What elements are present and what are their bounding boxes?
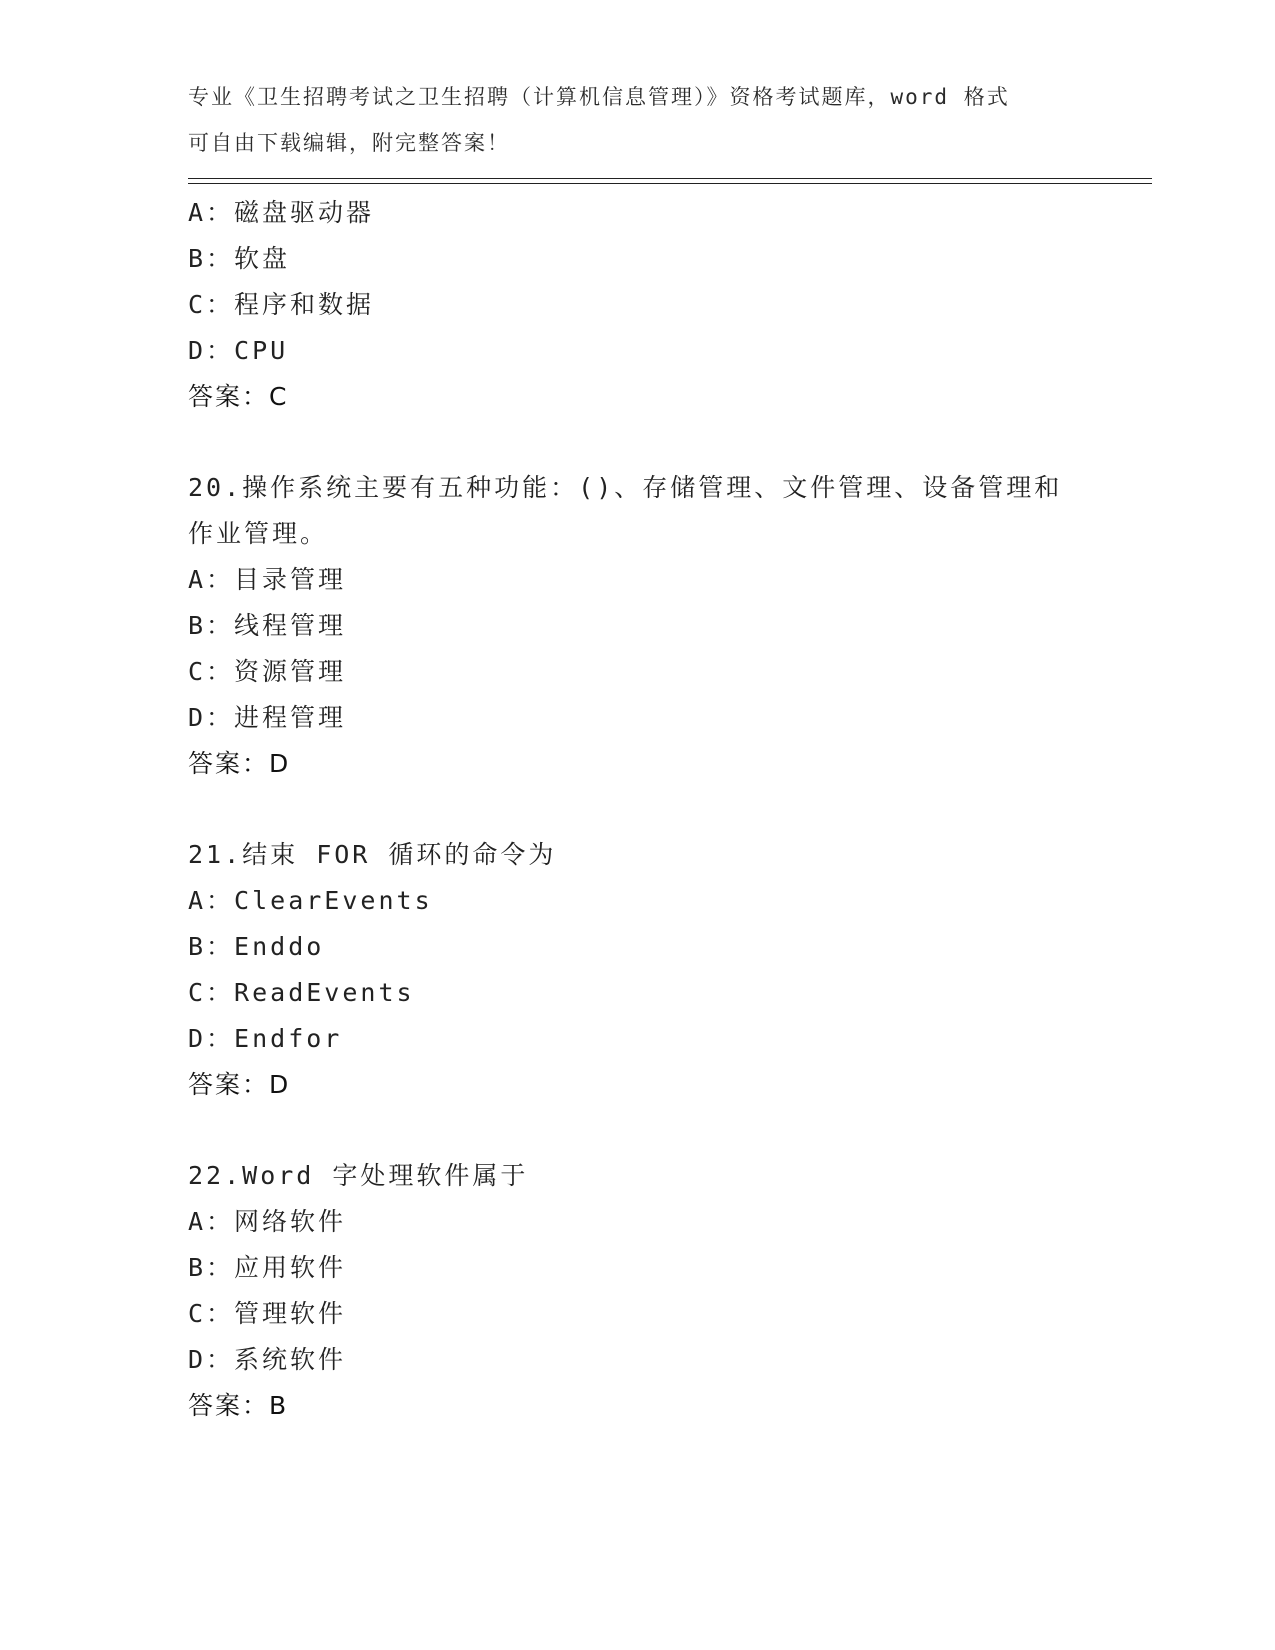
option-b: B：应用软件 (188, 1253, 347, 1282)
option-d: D：进程管理 (188, 703, 347, 732)
question-22 (188, 1153, 1152, 1429)
header-line-1: 专业《卫生招聘考试之卫生招聘（计算机信息管理）》资格考试题库，word 格式 (188, 85, 1010, 109)
option-c: C：程序和数据 (188, 290, 375, 319)
header-rule-bottom (188, 183, 1152, 184)
question-20 (188, 465, 1152, 787)
option-a: A：目录管理 (188, 565, 347, 594)
option-a: A：网络软件 (188, 1207, 347, 1236)
question-text-line-1: 20.操作系统主要有五种功能：()、存储管理、文件管理、设备管理和 (188, 473, 1063, 502)
answer: 答案：D (188, 1070, 291, 1099)
option-a: A：磁盘驱动器 (188, 198, 375, 227)
option-d: D：CPU (188, 336, 289, 365)
option-b: B：Enddo (188, 932, 325, 961)
header-line-2: 可自由下载编辑，附完整答案！ (188, 131, 510, 155)
document-header (188, 74, 1088, 166)
question-text: 22.Word 字处理软件属于 (188, 1161, 529, 1190)
question-19 (188, 190, 1152, 420)
answer: 答案：B (188, 1391, 289, 1420)
option-d: D：Endfor (188, 1024, 343, 1053)
question-list (188, 190, 1152, 1429)
header-rule-top (188, 178, 1152, 179)
option-b: B：软盘 (188, 244, 291, 273)
answer: 答案：C (188, 382, 289, 411)
option-c: C：ReadEvents (188, 978, 415, 1007)
option-c: C：管理软件 (188, 1299, 347, 1328)
answer: 答案：D (188, 749, 291, 778)
option-a: A：ClearEvents (188, 886, 433, 915)
question-text-line-2: 作业管理。 (188, 519, 329, 548)
option-d: D：系统软件 (188, 1345, 347, 1374)
option-b: B：线程管理 (188, 611, 347, 640)
question-21 (188, 832, 1152, 1108)
question-text: 21.结束 FOR 循环的命令为 (188, 840, 557, 869)
option-c: C：资源管理 (188, 657, 347, 686)
